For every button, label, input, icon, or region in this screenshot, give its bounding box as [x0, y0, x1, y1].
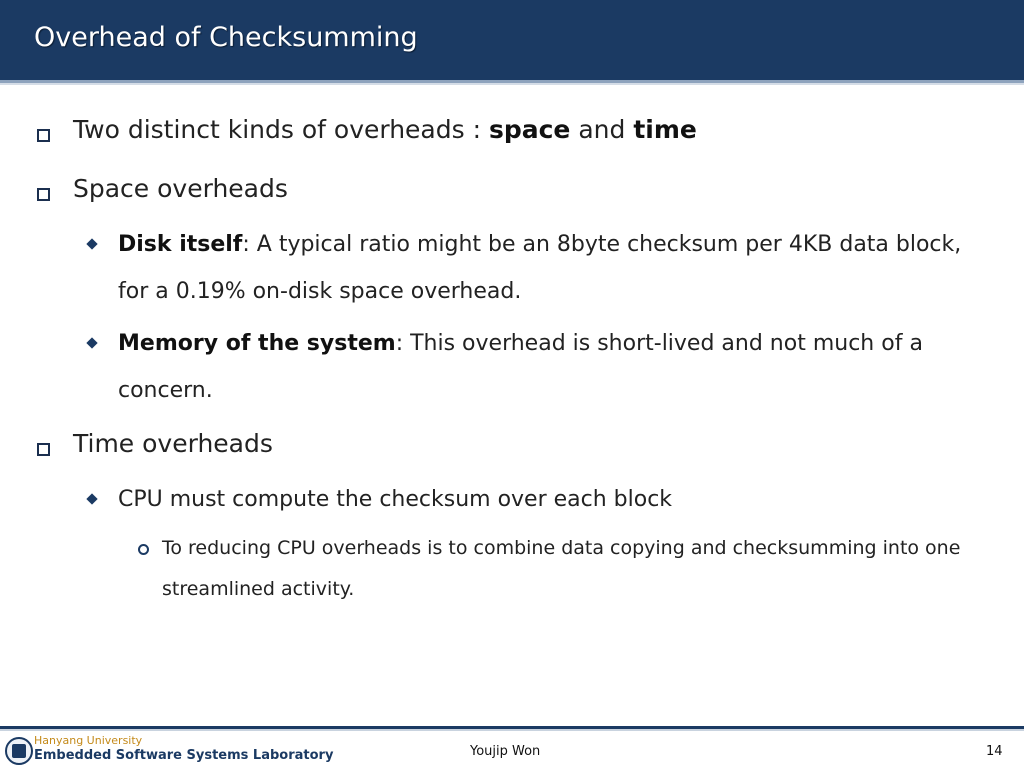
- bullet-space-overheads: Space overheads: [73, 174, 288, 203]
- square-bullet-icon: [37, 129, 50, 142]
- sub-bullet-disk-itself: [118, 221, 968, 315]
- diamond-bullet-icon: [86, 337, 97, 348]
- footer-author: Youjip Won: [470, 744, 541, 759]
- bullet-text: Two distinct kinds of overheads :: [73, 115, 489, 144]
- circle-bullet-icon: [138, 544, 149, 555]
- page-number: 14: [986, 744, 1003, 759]
- square-bullet-icon: [37, 188, 50, 201]
- square-bullet-icon: [37, 443, 50, 456]
- bold-disk-itself: Disk itself: [118, 232, 243, 257]
- sub-sub-bullet-combine: To reducing CPU overheads is to combine data copying and checksumming into one streamlined activity.: [162, 537, 961, 600]
- bullet-text: and: [570, 115, 634, 144]
- diamond-bullet-icon: [86, 238, 97, 249]
- diamond-bullet-icon: [86, 493, 97, 504]
- footer-divider-light: [0, 729, 1024, 731]
- bullet-overhead-kinds: [73, 115, 697, 144]
- bullet-text: : A typical ratio might be an 8byte checksum per 4KB data block, for a 0.19% on-disk space overhead.: [118, 232, 962, 304]
- seal-center: [12, 744, 26, 758]
- footer-university: Hanyang University: [34, 734, 143, 747]
- sub-bullet-memory: [118, 320, 978, 414]
- bold-time: time: [633, 115, 697, 144]
- bullet-text: : This overhead is short-lived and not much of a concern.: [118, 331, 923, 403]
- sub-bullet-cpu: CPU must compute the checksum over each block: [118, 487, 673, 512]
- header-divider-light: [0, 83, 1024, 85]
- university-seal-icon: [5, 737, 33, 765]
- bold-memory-of-system: Memory of the system: [118, 331, 396, 356]
- bold-space: space: [488, 115, 571, 144]
- slide-title: Overhead of Checksumming: [34, 22, 418, 53]
- footer-lab: Embedded Software Systems Laboratory: [34, 748, 334, 763]
- bullet-time-overheads: Time overheads: [73, 429, 273, 458]
